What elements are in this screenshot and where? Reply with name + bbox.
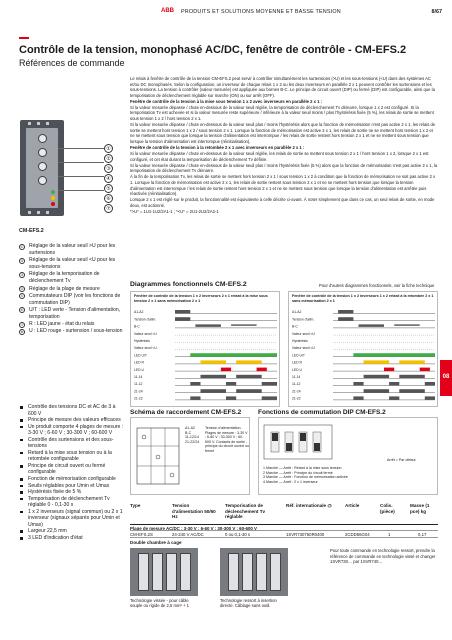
timing-caption: Fenêtre de contrôle de la tension 1 x 2 inverseurs 2 x 1 retard à la mise sous tension 2 x 1 sans mémorisation 2 x 1	[134, 294, 268, 303]
legend-number: ①	[20, 244, 24, 249]
control-legend	[19, 243, 124, 335]
timing-pulse	[364, 360, 390, 364]
dip-on: Marche	[266, 479, 278, 484]
timing-pulse	[389, 382, 399, 386]
dip-row: 4 Marche — Arrêt : 2 x 1 inverseur	[263, 479, 318, 484]
intro-paragraph: Le relais à fenêtre de contrôle de la tension CM-EFS.2 peut servir à contrôler simultanément les surtensions (>U) et les sous-tensions (<U) dans des systèmes AC et/ou DC monophasés. Selon la configuration, un inverseur de chaque relais 1 x 2 ou les deux inverseurs en parallèle 2 x 1 peuvent contrôler les surtensions et les sous-tensions. La tension à contrôler (valeur mesurée) est appliquée aux bornes B-C. Le principe de circuit ouvert (DIP) ou fermé (DIP) est configurable, ainsi que la temporisation de déclenchement réglable sur marche (ON) ou sur arrêt (OFF).	[130, 76, 435, 98]
page-subtitle: Références de commande	[19, 58, 125, 68]
timing-pulse	[389, 396, 399, 400]
timing-pulse	[364, 389, 390, 393]
page-title: Contrôle de la tension, monophasé AC/DC, fenêtre de contrôle - CM-EFS.2	[19, 44, 407, 56]
legend-number: ⑥	[20, 308, 24, 313]
timing-pulse	[364, 375, 390, 379]
dip-position: 1	[263, 466, 265, 470]
callout-leader	[58, 162, 104, 163]
column-header: Masse (1 pce) kg	[410, 503, 430, 514]
formula: *>U* = 1U1-1U2/2A1-1 ; *<U* = 2U1-2U2/2A2-1	[130, 208, 219, 214]
wiring-label: 21-22/24	[185, 439, 200, 444]
photo-caption: Technologie ressort à insertion directe. Câblage sans outil.	[220, 598, 277, 609]
callout-number: ⑦	[104, 204, 113, 213]
timing-pulse	[190, 382, 200, 386]
legend-item	[19, 321, 124, 328]
timing-row-label: LED R	[134, 360, 144, 365]
legend-text: Réglage de la plage de mesure	[29, 285, 100, 292]
device-front-panel	[26, 128, 58, 208]
terminal-top-2	[37, 122, 40, 125]
wiring-label: 11-12/14	[185, 435, 199, 440]
timing-row-label: Tension d'alim.	[292, 317, 315, 322]
feature-item: Temporisation de déclenchement Tv réglable 0 - 0,1-30 s	[19, 496, 124, 509]
timing-pulse	[262, 382, 277, 386]
led-red-icon	[51, 202, 55, 206]
legend-text: Réglage de la temporisation de déclenchement Tv	[29, 271, 100, 285]
legend-number: ③	[20, 272, 24, 277]
wiring-label: A1-A2	[185, 426, 195, 430]
timing-caption: Fenêtre de contrôle de la tension 1 x 2 inverseurs 1 x 2 retard à la retombée 2 x 1 sans mémorisation 2 x 1	[292, 294, 434, 303]
timing-row-label: A1-A2	[134, 310, 144, 315]
table-header	[130, 503, 438, 523]
table-cell: 2CDD56G04	[345, 532, 370, 537]
feature-item: Principe de mesure des valeurs efficaces	[19, 417, 124, 424]
table-cell: 0,17	[418, 532, 427, 537]
table-cell: 1SVR730750R0400	[286, 532, 325, 537]
abb-logo: ABB	[161, 8, 174, 14]
timing-pulse	[262, 396, 277, 400]
timing-pulse	[384, 368, 394, 372]
terminal-bottom-2	[37, 211, 40, 214]
paragraph: Si la valeur mesurée dépasse / chute en-dessous de la valeur seuil réglée, les relais de sortie se mettent sous tension 2 x 1 / hors tension 1 x 2, lorsque 2 x 1 est configuré, et cet état durant la temporisation de déclenchement Tv définie.	[130, 151, 429, 162]
timing-pulse	[359, 324, 385, 326]
legend-text: R : LED jaune - état du relais	[29, 321, 95, 328]
timing-pulse	[425, 382, 435, 386]
wiring-description: Tension d'alimentation. Plages de mesure : 3-30 V ; 6-60 V ; 30-300 V ; 60-600 V. Contacts de sortie - principe du circuit ouvert ou fermé	[205, 426, 249, 453]
timing-row-label: 11-12	[292, 382, 301, 387]
diagrams-title: Diagrammes fonctionnels CM-EFS.2	[130, 281, 247, 288]
dip-on: Marche	[266, 470, 278, 475]
column-header: Tension d'alimentation 50/60 Hz	[172, 503, 216, 520]
timing-row-label: Valeur seuil <U	[292, 346, 315, 351]
product-image	[20, 120, 64, 216]
timing-pulse	[236, 375, 262, 379]
paragraph: Si la valeur mesurée dépasse / chute en-dessous de la valeur seuil plus / moins l'hystérésis fixée (5 %) alors que la fonction de mémorisation n'est pas active 2 x 1, la temporisation de déclenchement Tv démarre.	[130, 162, 438, 174]
column-header: Colis. (pièce)	[380, 503, 395, 514]
legend-item	[19, 271, 124, 285]
wiring-label: B-C	[185, 430, 192, 435]
timing-row-label: LED U	[134, 367, 144, 372]
timing-pulse	[190, 353, 277, 357]
feature-item: Un produit comporte 4 plages de mesure : 3-30 V ; 6-60 V ; 30-300 V ; 60-600 V	[19, 424, 124, 437]
timing-pulse	[338, 317, 353, 321]
legend-number: ②	[20, 258, 24, 263]
callout-leader	[58, 148, 104, 149]
wiring-diagram	[130, 417, 250, 495]
timing-row-label: B-C	[292, 324, 298, 329]
timing-row-label: Valeur seuil >U	[292, 331, 315, 336]
dip-off: Arrêt : Fonction de mémorisation activée	[283, 475, 348, 480]
dip-position: 4	[263, 479, 265, 484]
callout-leader	[58, 176, 104, 177]
timing-pulse	[425, 396, 435, 400]
column-header: Réf. internationale @	[286, 503, 332, 508]
feature-list	[19, 404, 124, 541]
dial-time-delay	[38, 162, 47, 171]
device-unit	[138, 553, 149, 591]
callout-number: ④	[104, 174, 113, 183]
timing-pulse	[175, 310, 190, 314]
column-header: Article	[345, 503, 360, 508]
legend-number: ⑧	[20, 329, 24, 334]
feature-item: 3 LED d'indication d'état	[19, 535, 124, 542]
feature-item: Largeur 22,5 mm	[19, 528, 124, 535]
callout-leader	[58, 190, 104, 191]
timing-pulse	[394, 324, 420, 325]
legend-number: ⑦	[20, 322, 24, 327]
timing-row-label: 11-12	[134, 382, 143, 387]
table-cell: CM-EFS.2S	[130, 532, 153, 537]
callout-number: ②	[104, 154, 113, 163]
timing-pulse	[231, 324, 257, 325]
timing-row-label: Hystérésis	[292, 339, 308, 343]
legend-item	[19, 243, 124, 257]
terminal-bottom-3	[46, 211, 49, 214]
timing-pulse	[257, 368, 267, 372]
device-unit	[152, 553, 163, 591]
diagrams-note: Pour d'autres diagrammes fonctionnels, voir la fiche technique	[319, 283, 435, 288]
timing-row-label: B-C	[134, 324, 140, 329]
timing-diagram-right	[288, 291, 438, 407]
dial-under-voltage	[38, 148, 47, 157]
feature-item: 1 x 2 inverseurs (signal commun) ou 2 x 1 inverseur (signaux séparés pour Umin et Umax)	[19, 509, 124, 529]
timing-pulse	[226, 396, 236, 400]
spring-terminal-photo	[220, 548, 288, 596]
timing-pulse	[420, 368, 430, 372]
timing-pulse	[353, 396, 363, 400]
legend-item	[19, 328, 124, 335]
dip-off: Arrêt : 2 x 1 inverseur	[283, 479, 318, 484]
timing-pulse	[236, 360, 262, 364]
dip-row: 2 Marche — Arrêt : Principe du circuit fermé	[263, 470, 333, 475]
wiring-labels	[185, 426, 203, 444]
dip-on: Marche	[266, 466, 278, 470]
dip-rows	[263, 466, 435, 484]
timing-row-label: 11-14	[292, 375, 301, 379]
timing-pulse	[353, 353, 435, 357]
dip-switch-illustration	[263, 424, 333, 460]
section-heading: Fenêtre de contrôle de la tension à la mise sous tension 1 x 2 avec inverseurs en parallèle 2 x 1 :	[130, 98, 323, 104]
timing-pulse	[353, 382, 363, 386]
timing-pulse	[195, 324, 221, 326]
column-header: Temporisation de déclenchement Tv réglable	[225, 503, 266, 520]
table-cell: 0 ou 0,1-30 s	[225, 532, 251, 537]
legend-text: Commutateurs DIP (voir les fonctions de commutation DIP)	[29, 292, 121, 306]
timing-row-label: 21-24	[134, 389, 143, 394]
callout-number: ⑤	[104, 184, 113, 193]
dip-position: 2	[263, 470, 265, 475]
photo-caption: Technologie vissée - pour câble souple ou rigide de 2,5 mm² + 1	[130, 598, 190, 609]
timing-row-label: 21-22	[292, 396, 301, 401]
legend-text: Réglage de la valeur seuil >U pour les surtensions	[29, 243, 116, 257]
legend-item	[19, 257, 124, 271]
timing-row-label: 21-24	[292, 389, 301, 394]
legend-item	[19, 293, 124, 307]
wiring-schematic	[135, 426, 181, 486]
timing-row-label: 11-14	[134, 375, 143, 379]
device-unit	[256, 553, 267, 591]
feature-item: Contrôle des surtensions et des sous-tensions	[19, 437, 124, 450]
feature-item: Contrôle des tensions DC et AC de 3 à 600 V	[19, 404, 124, 417]
legend-text: U : LED rouge - surtension / sous-tension	[29, 328, 123, 335]
paragraph: À la fin de la temporisation Tv, les relais de sortie se mettent hors tension 2 x 1 / sous tension 1 x 2 à condition que la fonction de mémorisation ne soit pas active 2 x 1. Lorsque la fonction de mémorisation est active 2 x 1, les relais de sortie restent sous tension 2 x 1 et ne se mettent hors tension que lorsque la tension d'alimentation est interrompue / les relais de sortie restent hors tension 2 x 1 et ne se mettent sous tension que lorsque la tension d'alimentation est arrêtée puis réactivée (réinitialisation).	[130, 174, 436, 197]
callout-number: ①	[104, 144, 113, 153]
dip-note: Arrêt = Par défaut	[387, 458, 416, 462]
legend-number: ⑤	[20, 294, 24, 299]
timing-pulse	[338, 310, 353, 314]
callout-number: ③	[104, 164, 113, 173]
legend-item	[19, 286, 124, 293]
catalog-title: PRODUITS ET SOLUTIONS MOYENNE ET BASSE TENSION	[181, 8, 341, 15]
timing-row-label: Valeur seuil >U	[134, 331, 157, 336]
paragraph: Lorsque 2 x 1 est réglé sur le produit, la fonctionnalité est équivalente à celle décrite ci-avant. À noter simplement que dans ce cas, un seul relais de sortie, en mode deux, est actionné.	[130, 197, 435, 208]
dip-off: Arrêt : Principe du circuit fermé	[283, 470, 333, 475]
timing-pulse	[201, 389, 227, 393]
terminal-top-1	[28, 122, 31, 125]
timing-chart-right	[289, 306, 439, 406]
dip-row: 1 Marche — Arrêt : Retard à la mise sous tension	[263, 466, 342, 470]
feature-item: Principe de circuit ouvert ou fermé configurable	[19, 463, 124, 476]
timing-row-label: A1-A2	[292, 310, 302, 315]
terminal-top-3	[46, 122, 49, 125]
timing-pulse	[190, 396, 200, 400]
table-cell: 24-240 V AC/DC	[172, 532, 204, 537]
table-cell: 1	[388, 532, 391, 537]
paragraph: Si la valeur mesurée dépasse / chute en-dessous de la valeur seuil plus / moins l'hystérésis alors que la fonction de mémorisation n'est pas active 2 x 1, les relais de sortie se mettent hors tension 1 x 2 / sous tension 2 x 1. Lorsque la fonction de mémorisation est active 2 x 1, les relais de sortie ne se mettent hors tension 1 x 2 et ne se mettent sous tension que lorsque la tension d'alimentation est interrompue / les relais de sortie restent hors tension 2 x 1 et ne se mettent sous tension que lorsque la tension d'alimentation est interrompue (réinitialisation).	[130, 122, 436, 144]
callout-number: ⑥	[104, 194, 113, 203]
timing-chart-left	[131, 306, 281, 406]
ordering-note: Pour toute commande en technologie ressort, prendre la référence de commande en technologie vissé et changer 1SVR730… par 1SVR740…	[330, 548, 436, 564]
dip-row: 3 Marche — Arrêt : Fonction de mémorisation activée	[263, 475, 348, 480]
timing-row-label: Tension d'alim.	[134, 317, 157, 322]
table-section: Plage de mesure AC/DC : 3-30 V ; 6-60 V ; 30-300 V ; 60-600 V	[130, 524, 438, 531]
led-green-icon	[51, 190, 55, 194]
timing-pulse	[236, 389, 262, 393]
timing-pulse	[201, 375, 227, 379]
timing-pulse	[201, 360, 227, 364]
red-accent-bar	[19, 37, 29, 39]
timing-diagram-left	[130, 291, 280, 407]
timing-row-label: LED R	[292, 360, 302, 365]
device-unit	[166, 553, 177, 591]
timing-row-label: Hystérésis	[134, 339, 150, 343]
dial-measuring-range	[38, 176, 47, 185]
timing-pulse	[399, 375, 425, 379]
product-name: CM-EFS.2	[19, 228, 44, 234]
timing-row-label: Valeur seuil <U	[134, 346, 157, 351]
legend-text: Réglage de la valeur seuil <U pour les sous-tensions	[29, 257, 116, 271]
column-header: Type	[130, 503, 141, 508]
timing-row-label: LED U	[292, 367, 302, 372]
dip-on: Marche	[266, 475, 278, 480]
dip-switch-table	[258, 417, 438, 495]
terminal-caption: Double chambre à cage	[130, 540, 182, 545]
led-yellow-icon	[51, 196, 55, 200]
timing-pulse	[399, 389, 425, 393]
page-header	[0, 8, 452, 20]
feature-item: Hystérésis fixée de 5 %	[19, 489, 124, 496]
timing-pulse	[175, 317, 190, 321]
device-unit	[242, 553, 253, 591]
feature-item: Fonction de mémorisation configurable	[19, 476, 124, 483]
legend-number: ④	[20, 287, 24, 292]
timing-pulse	[226, 382, 236, 386]
timing-pulse	[399, 360, 425, 364]
screw-terminal-photo	[130, 548, 198, 596]
timing-row-label: 21-22	[134, 396, 143, 401]
feature-item: Seuils réglables pour Umin et Umax	[19, 483, 124, 490]
table-row	[130, 530, 438, 538]
section-tab: 08	[440, 360, 452, 396]
feature-item: Retard à la mise sous tension ou à la retombée configurable	[19, 450, 124, 463]
wiring-title: Schéma de raccordement CM-EFS.2	[130, 409, 242, 416]
dip-off: Arrêt : Retard à la mise sous tension	[283, 466, 342, 470]
paragraph: Si la valeur mesurée dépasse / chute en-dessous de la valeur seuil réglée, la temporisation de déclenchement Tv démarre, lorsque 1 x 2 est configuré. Si la temporisation Tv est achevée et si la valeur mesurée reste supérieure / inférieure à la valeur seuil moins / plus l'hystérésis fixée (5 %), les relais de sortie se mettent sous tension 1 x 2 / hors tension 2 x 1.	[130, 104, 434, 122]
dip-title: Fonctions de commutation DIP CM-EFS.2	[258, 409, 386, 416]
timing-pulse	[221, 368, 231, 372]
dip-position: 3	[263, 475, 265, 480]
legend-text: U/T : LED verte - Tension d'alimentation, temporisation	[29, 306, 121, 320]
dial-over-voltage	[38, 134, 47, 143]
section-heading: Fenêtre de contrôle de la tension à la retombée 2 x 1 avec inverseurs en parallèle 2 x 1 :	[130, 144, 305, 150]
device-unit	[228, 553, 239, 591]
legend-item	[19, 307, 124, 321]
timing-row-label: LED U/T	[292, 353, 305, 358]
terminal-bottom-1	[28, 211, 31, 214]
device-unit	[180, 553, 191, 591]
device-unit	[270, 553, 281, 591]
page-number: 8/67	[431, 8, 442, 15]
timing-row-label: LED U/T	[134, 353, 147, 358]
description-text	[130, 76, 438, 215]
